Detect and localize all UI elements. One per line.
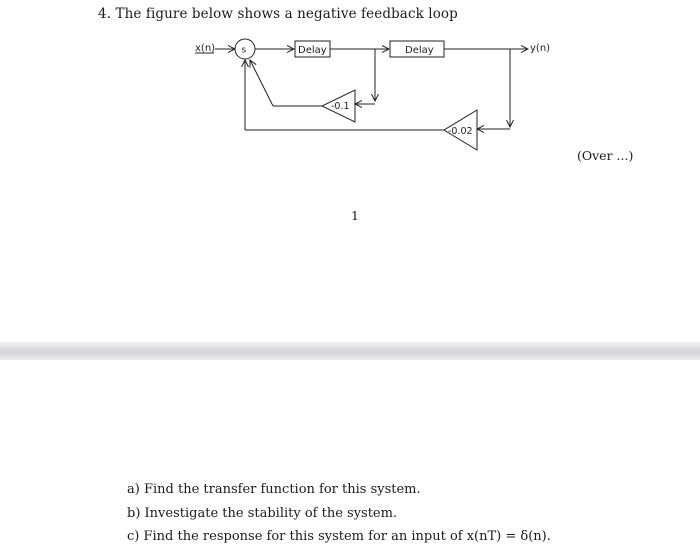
- page-separator: [0, 342, 700, 360]
- delay-block-1-label: Delay: [298, 45, 327, 56]
- task-text: Find the response for this system for an input of x(nT) = δ(n).: [143, 529, 551, 544]
- task-text: Investigate the stability of the system.: [144, 505, 398, 521]
- page-number: 1: [351, 208, 359, 223]
- task-marker: b): [127, 505, 141, 521]
- task-item-c: [127, 525, 551, 549]
- task-item-b: [127, 502, 551, 526]
- task-marker: a): [127, 482, 140, 497]
- gain1-to-sum-arrow: [250, 60, 273, 106]
- over-note: (Over ...): [577, 148, 634, 163]
- sum-label: s: [241, 45, 247, 56]
- gain-block-1-label: -0.1: [331, 101, 350, 112]
- output-label: y(n): [530, 43, 551, 54]
- question-title: 4. The figure below shows a negative feedback loop: [98, 6, 458, 22]
- task-text: Find the transfer function for this system.: [143, 482, 421, 497]
- gain-block-2-label: -0.02: [448, 126, 473, 137]
- delay-block-2-label: Delay: [405, 45, 434, 56]
- task-list: [127, 478, 551, 549]
- task-item-a: [127, 478, 551, 502]
- task-marker: c): [127, 529, 140, 544]
- input-label: x(n): [195, 43, 216, 54]
